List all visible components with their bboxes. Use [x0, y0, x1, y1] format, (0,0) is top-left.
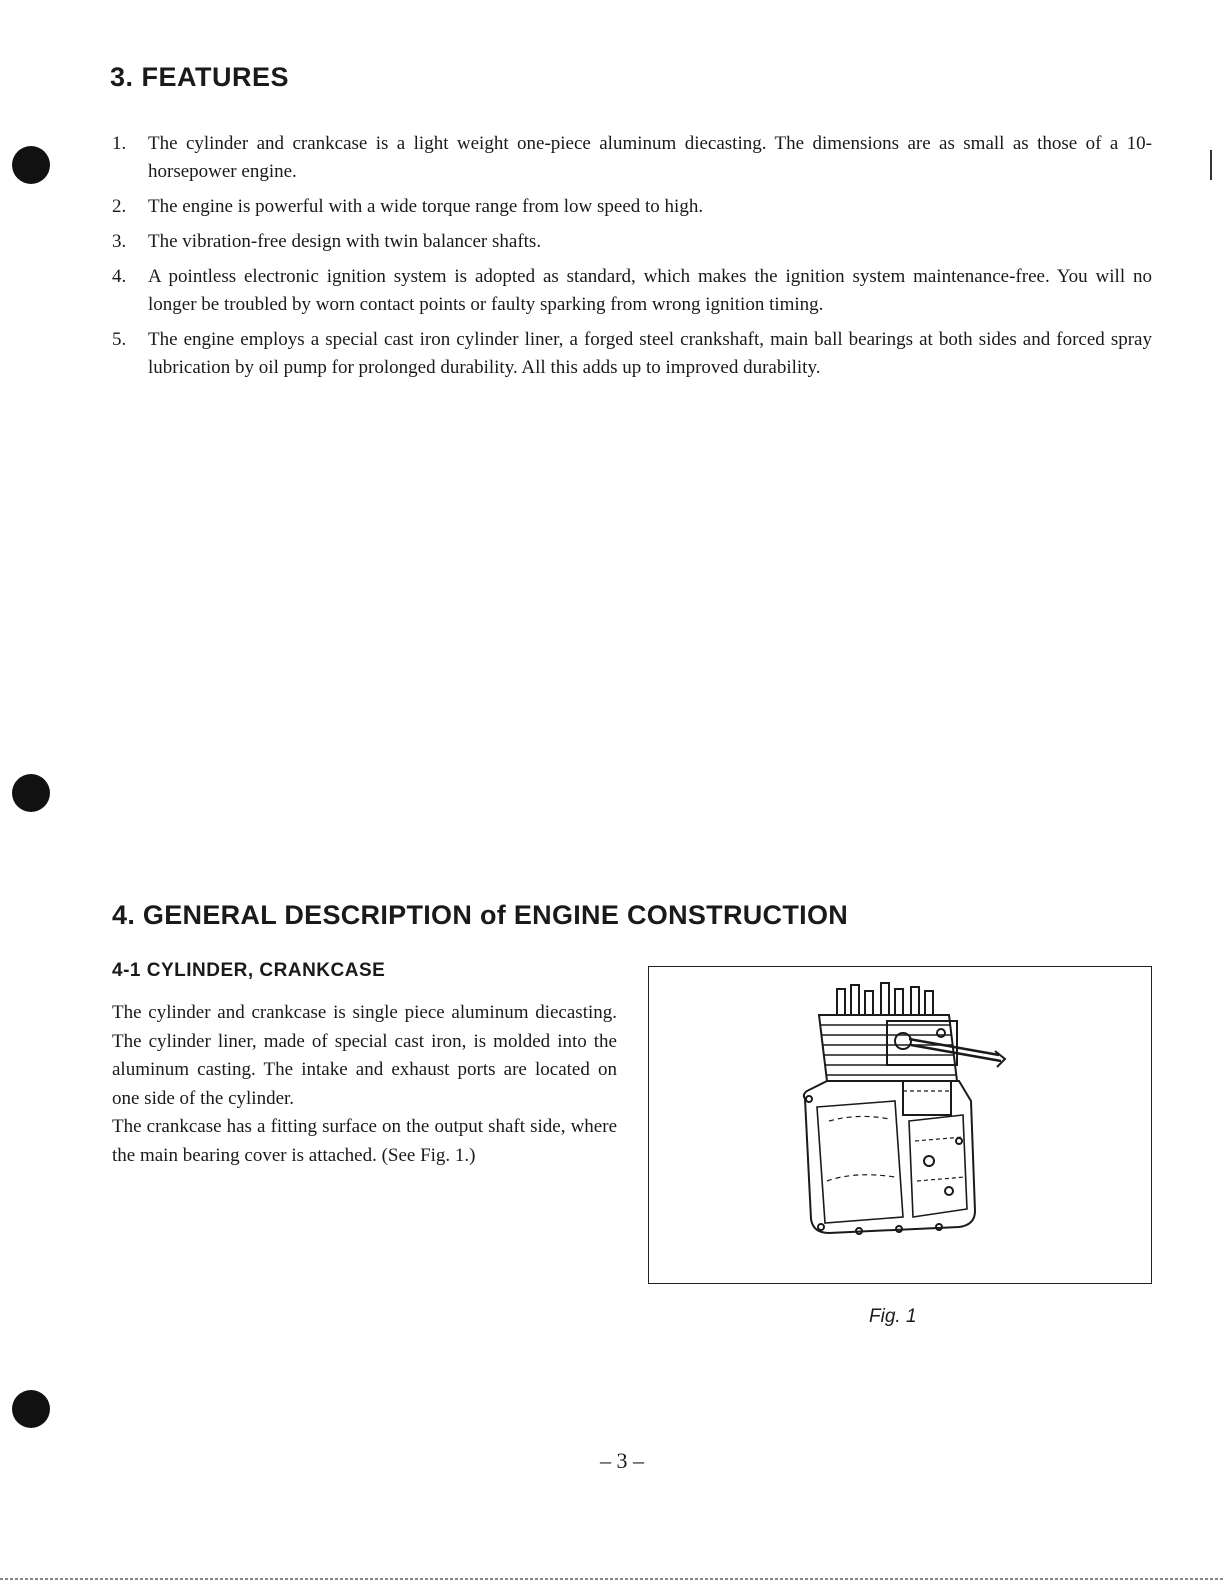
binder-hole-top: [12, 146, 50, 184]
cylinder-studs: [837, 983, 933, 1015]
feature-item: [112, 130, 1152, 186]
feature-text: The engine employs a special cast iron cylinder liner, a forged steel crankshaft, main ball bearings at both sides and forced spray lubrication by oil pump for prolonged durability. All this adds up to improved durability.: [148, 329, 1152, 378]
cylinder-crankcase-drawing-icon: [799, 981, 1009, 1251]
feature-text: The engine is powerful with a wide torque range from low speed to high.: [148, 196, 704, 217]
scan-edge-mark: [1210, 150, 1212, 180]
subsection-4-1-title: 4-1 CYLINDER, CRANKCASE: [112, 960, 386, 981]
figure-1-frame: [648, 966, 1152, 1284]
feature-number: 1.: [112, 133, 127, 154]
feature-number: 2.: [112, 196, 127, 217]
feature-item: [112, 228, 1152, 256]
feature-number: 5.: [112, 329, 127, 350]
description-paragraph-2: The crankcase has a fitting surface on the output shaft side, where the main bearing cover is attached. (See Fig. 1.): [112, 1116, 617, 1166]
feature-item: [112, 263, 1152, 319]
section-3-title: 3. FEATURES: [110, 62, 290, 92]
cylinder-crankcase-description: [112, 999, 617, 1170]
features-list: [112, 130, 1152, 389]
feature-number: 4.: [112, 266, 127, 287]
description-paragraph-1: The cylinder and crankcase is single piece aluminum diecasting. The cylinder liner, made of special cast iron, is molded into the aluminum casting. The intake and exhaust ports are located on one side of the cylinder.: [112, 1002, 617, 1109]
feature-item: [112, 326, 1152, 382]
page-number: – 3 –: [600, 1448, 644, 1473]
scan-bottom-edge: [0, 1578, 1225, 1580]
feature-text: The vibration-free design with twin balancer shafts.: [148, 231, 542, 252]
figure-1-caption: Fig. 1: [869, 1306, 917, 1327]
binder-hole-bottom: [12, 1390, 50, 1428]
feature-number: 3.: [112, 231, 127, 252]
feature-text: The cylinder and crankcase is a light weight one-piece aluminum diecasting. The dimensions are as small as those of a 10-horsepower engine.: [148, 133, 1152, 182]
feature-item: [112, 193, 1152, 221]
binder-hole-middle: [12, 774, 50, 812]
feature-text: A pointless electronic ignition system is adopted as standard, which makes the ignition system maintenance-free. You will no longer be troubled by worn contact points or faulty sparking from wrong ignition timing.: [148, 266, 1152, 315]
section-4-title: 4. GENERAL DESCRIPTION of ENGINE CONSTRUCTION: [112, 900, 849, 930]
